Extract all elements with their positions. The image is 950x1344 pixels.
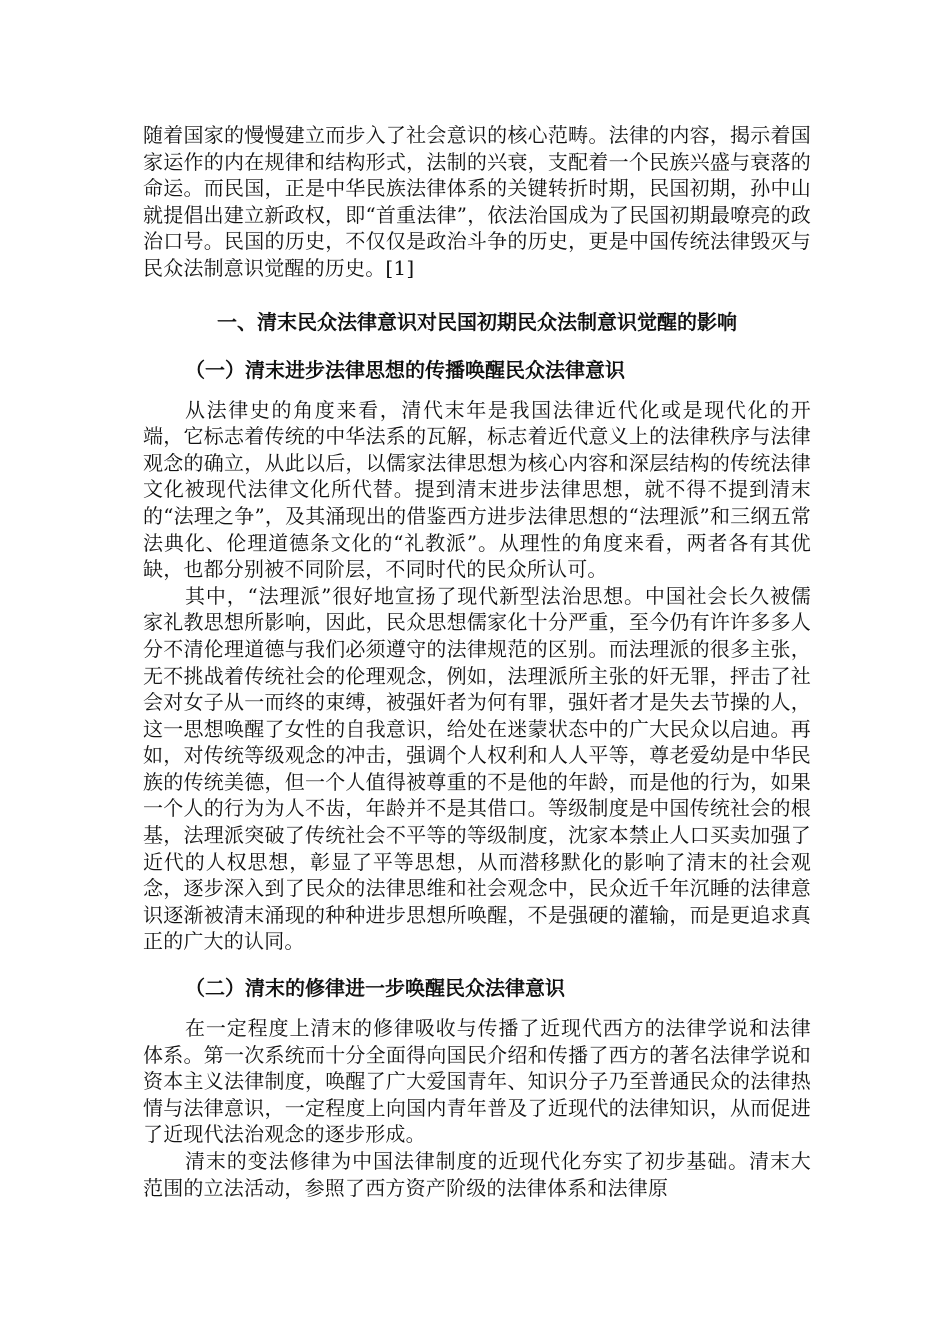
paragraph-legal-principle-school: 其中，“法理派”很好地宣扬了现代新型法治思想。中国社会长久被儒家礼教思想所影响，因此，民众思想儒家化十分严重，至今仍有许许多多人分不清伦理道德与我们必须遵守的法律规范的区别。而法理派的很多主张，无不挑战着传统社会的伦理观念，例如，法理派所主张的奸无罪，抨击了社会对女子从一而终的束缚，被强奸者为何有罪，强奸者才是失去节操的人，这一思想唤醒了女性的自我意识，给处在迷蒙状态中的广大民众以启迪。再如，对传统等级观念的冲击，强调个人权利和人人平等，尊老爱幼是中华民族的传统美德，但一个人值得被尊重的不是他的年龄，而是他的行为，如果一个人的行为为人不齿，年龄并不是其借口。等级制度是中国传统社会的根基，法理派突破了传统社会不平等的等级制度，沈家本禁止人口买卖加强了近代的人权思想，彰显了平等思想，从而潜移默化的影响了清末的社会观念，逐步深入到了民众的法律思维和社会观念中，民众近千年沉睡的法律意识逐渐被清末涌现的种种进步思想所唤醒，不是强硬的灌输，而是更追求真正的广大的认同。 [143, 583, 811, 954]
document-body [143, 122, 811, 1201]
paragraph-law-revision: 在一定程度上清末的修律吸收与传播了近现代西方的法律学说和法律体系。第一次系统而十分全面得向国民介绍和传播了西方的著名法律学说和资本主义法律制度，唤醒了广大爱国青年、知识分子乃至普通民众的法律热情与法律意识，一定程度上向国内青年普及了近现代的法律知识，从而促进了近现代法治观念的逐步形成。 [143, 1016, 811, 1147]
section-heading: 一、清末民众法律意识对民国初期民众法制意识觉醒的影响 [217, 309, 737, 334]
subsection-heading-2: （二）清末的修律进一步唤醒民众法律意识 [185, 976, 565, 1001]
paragraph-intro: 随着国家的慢慢建立而步入了社会意识的核心范畴。法律的内容，揭示着国家运作的内在规律和结构形式，法制的兴衰，支配着一个民族兴盛与衰落的命运。而民国，正是中华民族法律体系的关键转折时期，民国初期，孙中山就提倡出建立新政权，即“首重法律”，依法治国成为了民国初期最嘹亮的政治口号。民国的历史，不仅仅是政治斗争的历史，更是中国传统法律毁灭与民众法制意识觉醒的历史。[1] [143, 123, 811, 280]
paragraph-legal-history: 从法律史的角度来看，清代末年是我国法律近代化或是现代化的开端，它标志着传统的中华法系的瓦解，标志着近代意义上的法律秩序与法律观念的确立，从此以后，以儒家法律思想为核心内容和深层结构的传统法律文化被现代法律文化所代替。提到清末进步法律思想，就不得不提到清末的“法理之争”，及其涌现出的借鉴西方进步法律思想的“法理派”和三纲五常法典化、伦理道德条文化的“礼教派”。从理性的角度来看，两者各有其优缺，也都分别被不同阶层，不同时代的民众所认可。 [143, 397, 811, 582]
subsection-heading-1: （一）清末进步法律思想的传播唤醒民众法律意识 [185, 357, 625, 382]
paragraph-reform-foundation: 清末的变法修律为中国法律制度的近现代化夯实了初步基础。清末大范围的立法活动，参照了西方资产阶级的法律体系和法律原 [143, 1149, 811, 1200]
